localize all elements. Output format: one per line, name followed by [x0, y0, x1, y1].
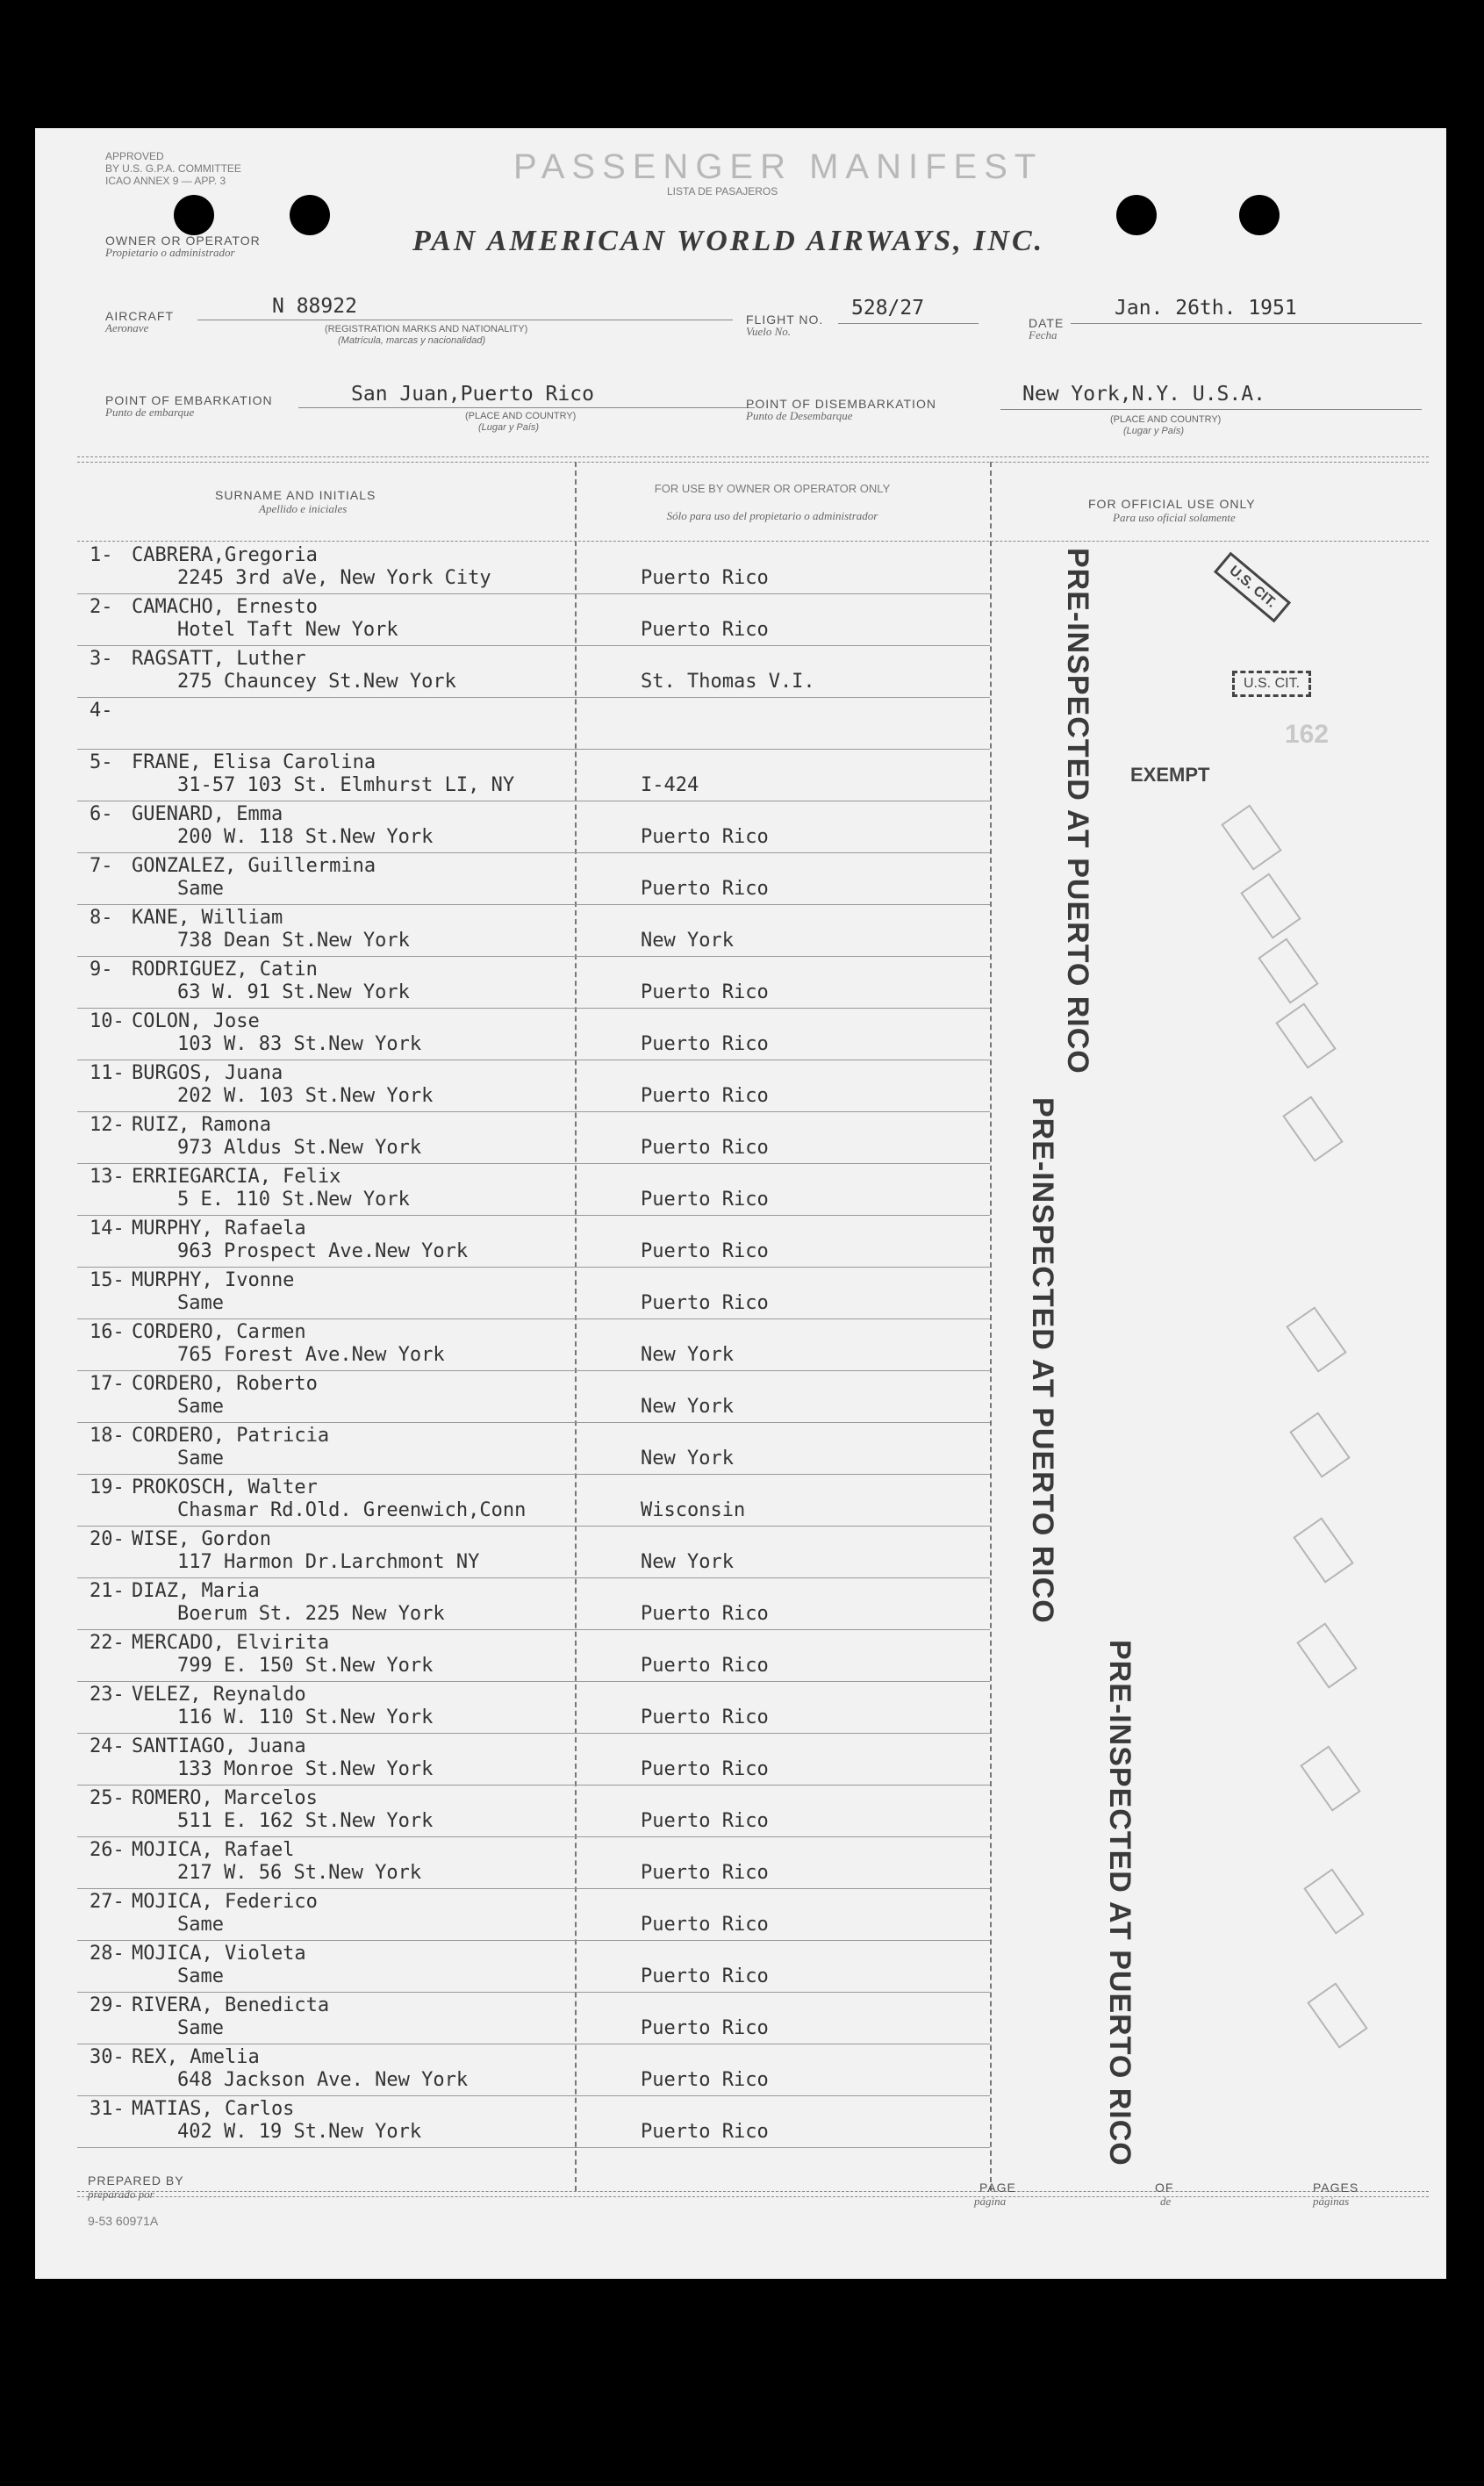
passenger-citizenship: Puerto Rico	[641, 2069, 769, 2091]
passenger-citizenship: Puerto Rico	[641, 1758, 769, 1780]
table-header-border	[77, 541, 1429, 542]
passenger-number: 30-	[90, 2046, 125, 2068]
passenger-number: 31-	[90, 2098, 125, 2120]
passenger-citizenship: Puerto Rico	[641, 1914, 769, 1936]
official-column-header: FOR OFFICIAL USE ONLY	[1088, 497, 1256, 511]
passenger-row	[35, 1475, 1446, 1527]
passenger-number: 1-	[90, 544, 113, 566]
preinspected-stamp: PRE-INSPECTED AT PUERTO RICO	[1026, 1097, 1059, 1624]
passenger-row	[35, 1371, 1446, 1423]
passenger-number: 25-	[90, 1787, 125, 1809]
passenger-name: RAGSATT, Luther	[132, 648, 306, 670]
exempt-stamp: EXEMPT	[1130, 764, 1210, 786]
passenger-row	[35, 1060, 1446, 1112]
passenger-citizenship: New York	[641, 1396, 734, 1418]
passenger-address: 31-57 103 St. Elmhurst LI, NY	[177, 774, 515, 796]
passenger-name: CABRERA,Gregoria	[132, 544, 318, 566]
approval-line: ICAO ANNEX 9 — APP. 3	[105, 175, 226, 187]
passenger-citizenship: Puerto Rico	[641, 1189, 769, 1211]
preinspected-stamp: PRE-INSPECTED AT PUERTO RICO	[1061, 548, 1094, 1074]
passenger-number: 21-	[90, 1580, 125, 1602]
passenger-address: 217 W. 56 St.New York	[177, 1862, 422, 1884]
manifest-page	[35, 128, 1446, 2279]
passenger-name: DIAZ, Maria	[132, 1580, 260, 1602]
passenger-name: FRANE, Elisa Carolina	[132, 751, 376, 773]
passenger-address: 648 Jackson Ave. New York	[177, 2069, 469, 2091]
flight-label-es: Vuelo No.	[746, 325, 792, 338]
passenger-name: MURPHY, Ivonne	[132, 1269, 295, 1291]
passenger-citizenship: New York	[641, 1344, 734, 1366]
passenger-address: Same	[177, 1448, 224, 1469]
passenger-citizenship: Puerto Rico	[641, 1240, 769, 1262]
passenger-address: Chasmar Rd.Old. Greenwich,Conn	[177, 1499, 527, 1521]
passenger-number: 9-	[90, 959, 113, 981]
passenger-address: Same	[177, 1396, 224, 1418]
date-label-es: Fecha	[1029, 328, 1057, 341]
passenger-number: 16-	[90, 1321, 125, 1343]
passenger-address: 799 E. 150 St.New York	[177, 1655, 434, 1677]
passenger-address: Same	[177, 878, 224, 900]
passenger-address: 738 Dean St.New York	[177, 930, 410, 952]
name-column-header-es: Apellido e iniciales	[259, 502, 348, 515]
date-value: Jan. 26th. 1951	[1115, 297, 1297, 320]
flight-label: FLIGHT NO.	[746, 313, 824, 327]
table-bottom-border	[77, 2196, 1429, 2197]
passenger-address: 275 Chauncey St.New York	[177, 671, 456, 693]
of-label: OF	[1155, 2181, 1174, 2195]
passenger-number: 29-	[90, 1994, 125, 2016]
passenger-name: MURPHY, Rafaela	[132, 1218, 306, 1239]
passenger-address: 402 W. 19 St.New York	[177, 2121, 422, 2143]
passenger-name: RUIZ, Ramona	[132, 1114, 271, 1136]
date-line	[1071, 323, 1422, 324]
passenger-address: 765 Forest Ave.New York	[177, 1344, 445, 1366]
passenger-citizenship: Puerto Rico	[641, 981, 769, 1003]
passenger-address: 511 E. 162 St.New York	[177, 1810, 434, 1832]
owner-label-es: Propietario o administrador	[105, 246, 235, 259]
passenger-number: 12-	[90, 1114, 125, 1136]
passenger-name: WISE, Gordon	[132, 1528, 271, 1550]
passenger-citizenship: I-424	[641, 774, 699, 796]
passenger-name: ROMERO, Marcelos	[132, 1787, 318, 1809]
passenger-number: 24-	[90, 1735, 125, 1757]
passenger-number: 23-	[90, 1684, 125, 1706]
passenger-address: 202 W. 103 St.New York	[177, 1085, 434, 1107]
passenger-name: COLON, Jose	[132, 1010, 260, 1032]
passenger-row	[35, 1216, 1446, 1268]
passenger-name: GONZALEZ, Guillermina	[132, 855, 376, 877]
passenger-number: 6-	[90, 803, 113, 825]
table-top-border	[77, 456, 1429, 457]
passenger-citizenship: Puerto Rico	[641, 878, 769, 900]
passenger-row	[35, 1837, 1446, 1889]
passenger-number: 11-	[90, 1062, 125, 1084]
embark-value: San Juan,Puerto Rico	[351, 383, 594, 406]
passenger-address: Same	[177, 2017, 224, 2039]
passenger-number: 5-	[90, 751, 113, 773]
passenger-row	[35, 957, 1446, 1009]
embark-label-es: Punto de embarque	[105, 406, 195, 419]
passenger-row	[35, 1682, 1446, 1734]
prepared-by-label-es: preparado por	[88, 2188, 154, 2201]
passenger-row	[35, 750, 1446, 801]
of-label-es: de	[1160, 2195, 1172, 2208]
flight-value: 528/27	[851, 297, 925, 320]
passenger-citizenship: Puerto Rico	[641, 1655, 769, 1677]
passenger-citizenship: Puerto Rico	[641, 1810, 769, 1832]
passenger-name: CAMACHO, Ernesto	[132, 596, 318, 618]
passenger-address: 63 W. 91 St.New York	[177, 981, 410, 1003]
passenger-name: CORDERO, Patricia	[132, 1425, 330, 1447]
disembark-note: (PLACE AND COUNTRY)	[1110, 414, 1222, 425]
passenger-address: 200 W. 118 St.New York	[177, 826, 434, 848]
passenger-row	[35, 905, 1446, 957]
passenger-citizenship: New York	[641, 1448, 734, 1469]
form-title: PASSENGER MANIFEST	[513, 147, 1043, 186]
passenger-number: 10-	[90, 1010, 125, 1032]
passenger-citizenship: Puerto Rico	[641, 2017, 769, 2039]
disembark-line	[1000, 409, 1422, 410]
passenger-name: SANTIAGO, Juana	[132, 1735, 306, 1757]
passenger-row	[35, 2044, 1446, 2096]
form-title-es: LISTA DE PASAJEROS	[667, 185, 778, 198]
passenger-row	[35, 594, 1446, 646]
passenger-number: 22-	[90, 1632, 125, 1654]
passenger-name: CORDERO, Carmen	[132, 1321, 306, 1343]
passenger-address: 103 W. 83 St.New York	[177, 1033, 422, 1055]
passenger-address: 2245 3rd aVe, New York City	[177, 567, 491, 589]
passenger-name: RIVERA, Benedicta	[132, 1994, 330, 2016]
aircraft-label-es: Aeronave	[105, 321, 149, 334]
passenger-number: 7-	[90, 855, 113, 877]
passenger-address: 5 E. 110 St.New York	[177, 1189, 410, 1211]
passenger-row	[35, 1889, 1446, 1941]
passenger-name: MATIAS, Carlos	[132, 2098, 295, 2120]
passenger-citizenship: Puerto Rico	[641, 1965, 769, 1987]
pages-label: PAGES	[1313, 2181, 1359, 2195]
passenger-name: MOJICA, Federico	[132, 1891, 318, 1913]
passenger-citizenship: Puerto Rico	[641, 1085, 769, 1107]
passenger-row	[35, 1009, 1446, 1060]
aircraft-label: AIRCRAFT	[105, 309, 174, 323]
passenger-row	[35, 1112, 1446, 1164]
disembark-label: POINT OF DISEMBARKATION	[746, 397, 936, 411]
embark-note: (PLACE AND COUNTRY)	[465, 411, 577, 421]
passenger-name: ERRIEGARCIA, Felix	[132, 1166, 341, 1188]
us-citizen-stamp: U.S. CIT.	[1214, 552, 1291, 623]
embark-label: POINT OF EMBARKATION	[105, 393, 273, 407]
embark-note-es: (Lugar y País)	[478, 422, 540, 433]
passenger-row	[35, 853, 1446, 905]
row-divider	[77, 2147, 990, 2148]
passenger-number: 20-	[90, 1528, 125, 1550]
us-citizen-stamp: U.S. CIT.	[1232, 671, 1311, 697]
passenger-row	[35, 1734, 1446, 1785]
prepared-by-label: PREPARED BY	[88, 2173, 184, 2188]
passenger-row	[35, 2096, 1446, 2148]
passenger-citizenship: Wisconsin	[641, 1499, 746, 1521]
owner-column-header-es: Sólo para uso del propietario o administrador	[666, 509, 878, 522]
passenger-citizenship: Puerto Rico	[641, 1706, 769, 1728]
passenger-citizenship: Puerto Rico	[641, 567, 769, 589]
passenger-address: 117 Harmon Dr.Larchmont NY	[177, 1551, 480, 1573]
passenger-row	[35, 1578, 1446, 1630]
pages-label-es: páginas	[1313, 2195, 1350, 2208]
table-top-border	[77, 462, 1429, 463]
passenger-citizenship: Puerto Rico	[641, 1603, 769, 1625]
passenger-number: 3-	[90, 648, 113, 670]
approval-line: BY U.S. G.P.A. COMMITTEE	[105, 162, 241, 175]
passenger-address: Same	[177, 1914, 224, 1936]
punch-hole	[1239, 195, 1280, 235]
page-label: PAGE	[979, 2181, 1016, 2195]
passenger-citizenship: New York	[641, 1551, 734, 1573]
passenger-name: CORDERO, Roberto	[132, 1373, 318, 1395]
owner-column-header: FOR USE BY OWNER OR OPERATOR ONLY	[654, 482, 891, 495]
aircraft-note-es: (Matrícula, marcas y nacionalidad)	[338, 335, 486, 346]
passenger-row	[35, 1164, 1446, 1216]
passenger-name: MOJICA, Rafael	[132, 1839, 295, 1861]
passenger-address: 963 Prospect Ave.New York	[177, 1240, 469, 1262]
disembark-value: New York,N.Y. U.S.A.	[1022, 383, 1265, 406]
approval-line: APPROVED	[105, 150, 164, 162]
page-label-es: página	[974, 2195, 1007, 2208]
passenger-name: GUENARD, Emma	[132, 803, 283, 825]
flight-line	[838, 323, 979, 324]
disembark-label-es: Punto de Desembarque	[746, 409, 853, 422]
passenger-name: RODRIGUEZ, Catin	[132, 959, 318, 981]
company-name: PAN AMERICAN WORLD AIRWAYS, INC.	[412, 225, 1045, 257]
aircraft-note: (REGISTRATION MARKS AND NATIONALITY)	[325, 324, 528, 334]
embark-line	[298, 407, 755, 408]
passenger-row	[35, 1785, 1446, 1837]
passenger-name: VELEZ, Reynaldo	[132, 1684, 306, 1706]
table-bottom-border	[77, 2191, 1429, 2192]
passenger-name: MERCADO, Elvirita	[132, 1632, 330, 1654]
passenger-citizenship: Puerto Rico	[641, 1137, 769, 1159]
passenger-address: Same	[177, 1292, 224, 1314]
passenger-name: KANE, William	[132, 907, 283, 929]
passenger-row	[35, 1941, 1446, 1993]
passenger-number: 14-	[90, 1218, 125, 1239]
passenger-citizenship: Puerto Rico	[641, 1862, 769, 1884]
passenger-address: Boerum St. 225 New York	[177, 1603, 445, 1625]
date-label: DATE	[1029, 316, 1065, 330]
passenger-address: 116 W. 110 St.New York	[177, 1706, 434, 1728]
punch-hole	[1116, 195, 1157, 235]
passenger-number: 18-	[90, 1425, 125, 1447]
aircraft-value: N 88922	[272, 295, 357, 318]
passenger-name: REX, Amelia	[132, 2046, 260, 2068]
passenger-number: 2-	[90, 596, 113, 618]
passenger-row	[35, 1423, 1446, 1475]
passenger-citizenship: St. Thomas V.I.	[641, 671, 815, 693]
passenger-row	[35, 1993, 1446, 2044]
form-code: 9-53 60971A	[88, 2214, 159, 2228]
passenger-address: Hotel Taft New York	[177, 619, 398, 641]
passenger-number: 17-	[90, 1373, 125, 1395]
passenger-row	[35, 1630, 1446, 1682]
passenger-number: 27-	[90, 1891, 125, 1913]
passenger-address: 973 Aldus St.New York	[177, 1137, 422, 1159]
passenger-address: 133 Monroe St.New York	[177, 1758, 434, 1780]
passenger-citizenship: Puerto Rico	[641, 1033, 769, 1055]
passenger-row	[35, 698, 1446, 750]
preinspected-stamp: PRE-INSPECTED AT PUERTO RICO	[1103, 1640, 1136, 2166]
passenger-name: MOJICA, Violeta	[132, 1943, 306, 1965]
passenger-citizenship: Puerto Rico	[641, 1292, 769, 1314]
passenger-number: 13-	[90, 1166, 125, 1188]
passenger-number: 26-	[90, 1839, 125, 1861]
official-column-header-es: Para uso oficial solamente	[1113, 511, 1236, 524]
owner-label: OWNER OR OPERATOR	[105, 234, 261, 248]
passenger-name: PROKOSCH, Walter	[132, 1477, 318, 1498]
passenger-row	[35, 1268, 1446, 1319]
punch-hole	[290, 195, 330, 235]
disembark-note-es: (Lugar y País)	[1123, 426, 1185, 436]
passenger-row	[35, 1319, 1446, 1371]
passenger-number: 19-	[90, 1477, 125, 1498]
passenger-citizenship: Puerto Rico	[641, 619, 769, 641]
stamp-number: 162	[1285, 720, 1330, 749]
passenger-row	[35, 1527, 1446, 1578]
passenger-number: 28-	[90, 1943, 125, 1965]
passenger-name: BURGOS, Juana	[132, 1062, 283, 1084]
passenger-number: 8-	[90, 907, 113, 929]
punch-hole	[174, 195, 214, 235]
passenger-citizenship: New York	[641, 930, 734, 952]
name-column-header: SURNAME AND INITIALS	[215, 488, 376, 502]
passenger-address: Same	[177, 1965, 224, 1987]
passenger-citizenship: Puerto Rico	[641, 2121, 769, 2143]
passenger-number: 4-	[90, 700, 113, 722]
passenger-number: 15-	[90, 1269, 125, 1291]
passenger-citizenship: Puerto Rico	[641, 826, 769, 848]
